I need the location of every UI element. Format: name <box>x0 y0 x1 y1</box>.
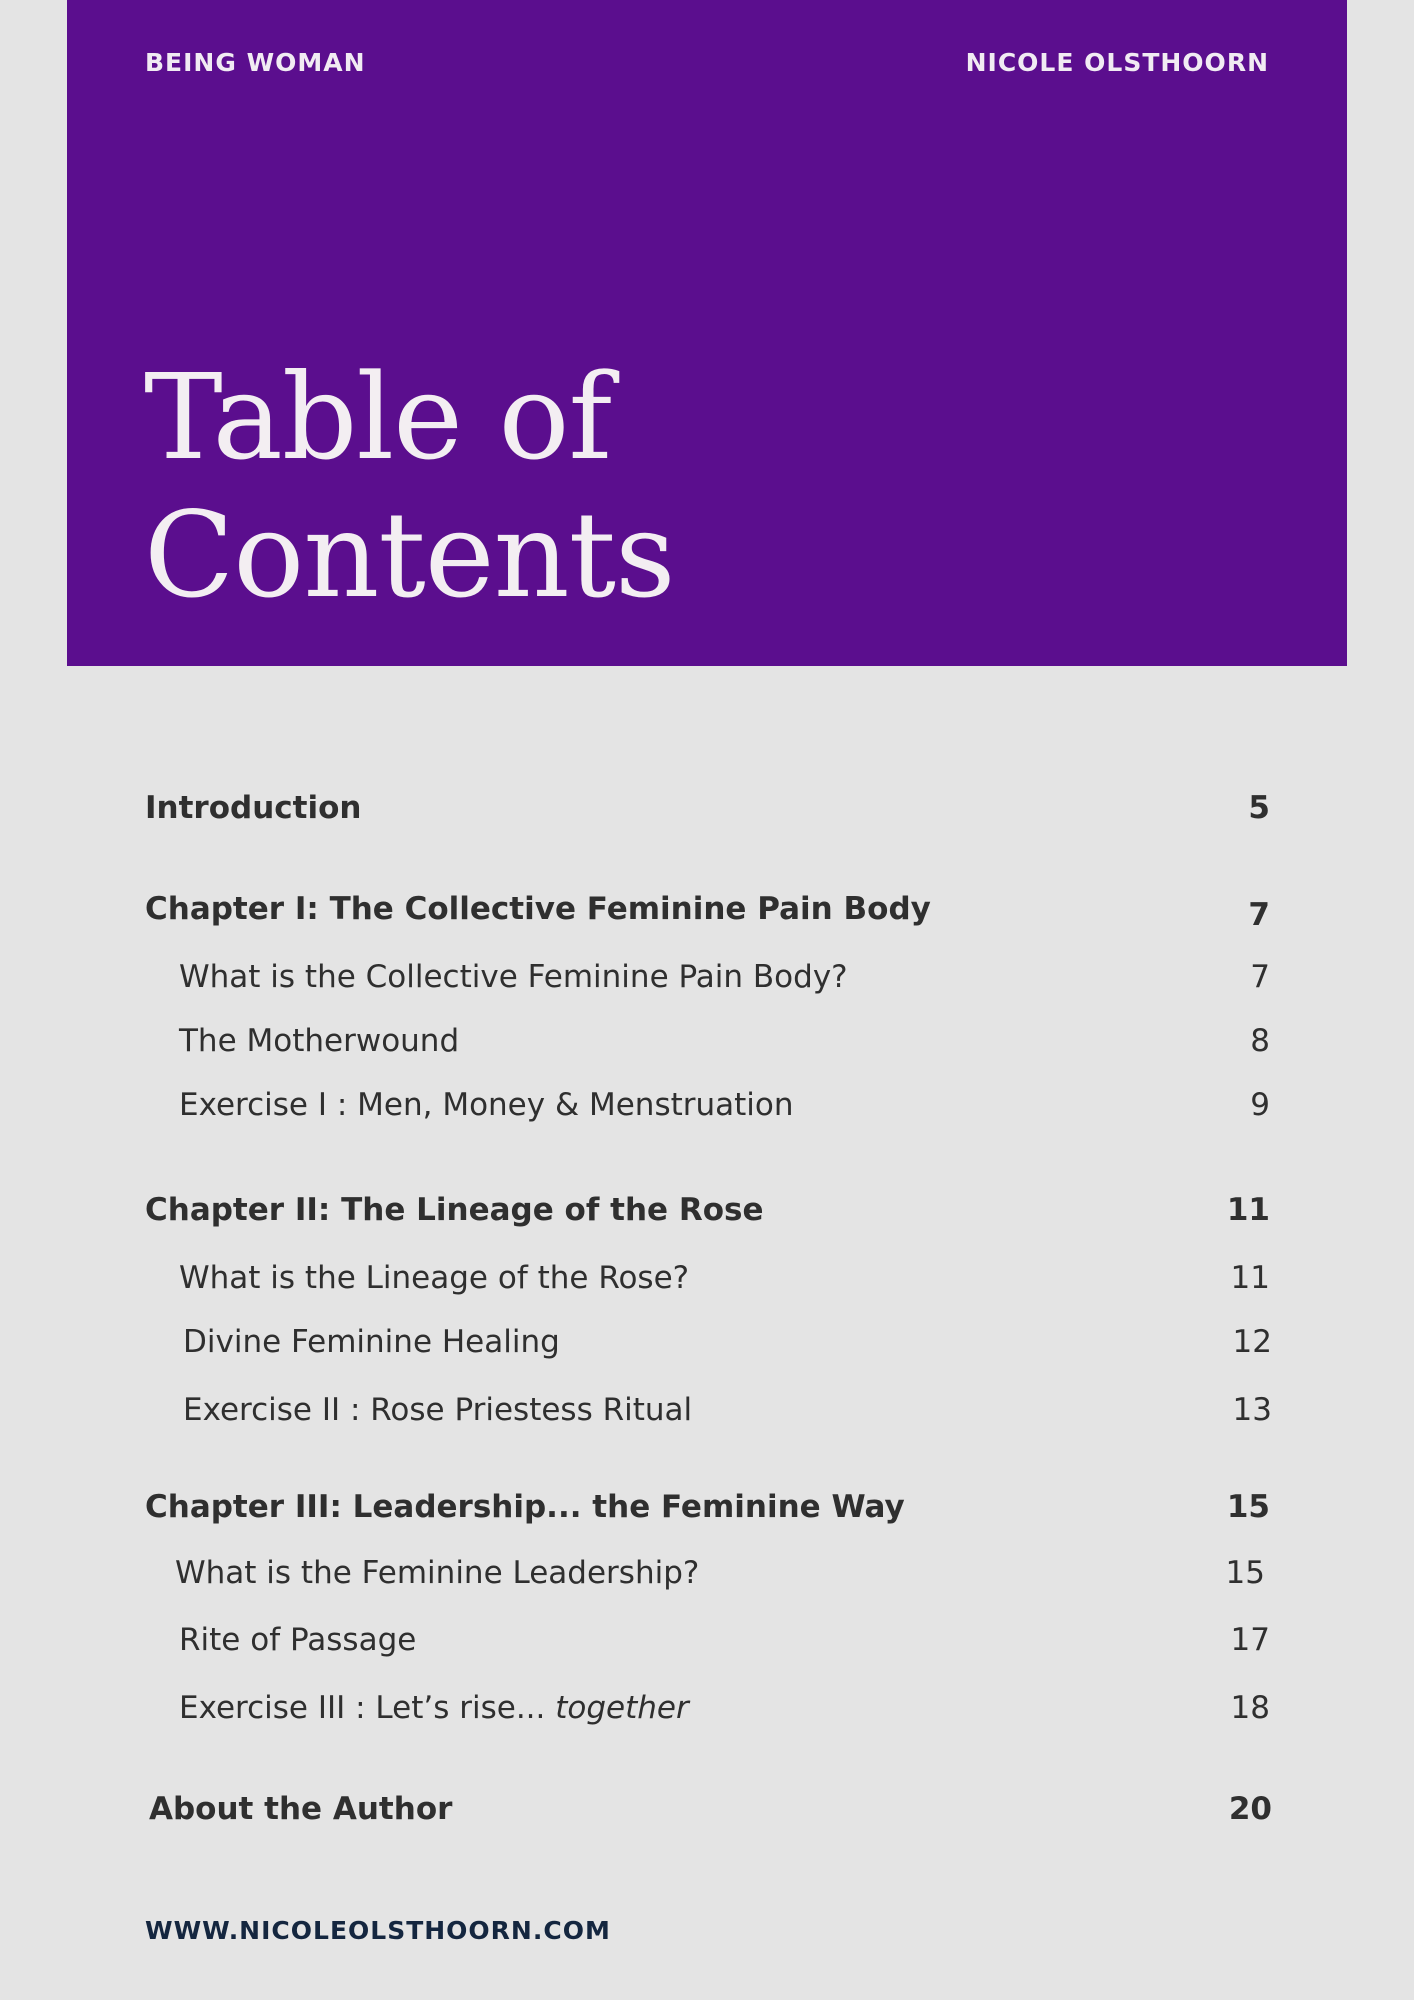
toc-entry-chapter-1-item-1[interactable] <box>179 952 1270 1002</box>
toc-label: Exercise I : Men, Money & Menstruation <box>179 1087 794 1123</box>
website-link[interactable]: WWW.NICOLEOLSTHOORN.COM <box>145 1916 611 1945</box>
toc-entry-chapter-3-item-2[interactable] <box>179 1615 1270 1665</box>
toc-entry-about-the-author[interactable] <box>149 1784 1272 1834</box>
toc-entry-chapter-3-item-1[interactable] <box>175 1548 1265 1598</box>
toc-label: Introduction <box>145 790 362 826</box>
toc-label-main: Exercise III : Let’s rise... <box>179 1690 556 1726</box>
toc-label: Divine Feminine Healing <box>183 1324 560 1360</box>
toc-page-number: 20 <box>1228 1791 1272 1827</box>
page-title-line-1: Table of <box>144 348 612 486</box>
toc-entry-chapter-1-item-3[interactable] <box>179 1080 1270 1130</box>
toc-page-number: 17 <box>1230 1622 1270 1658</box>
toc-label: Exercise II : Rose Priestess Ritual <box>183 1392 693 1428</box>
toc-page-number: 15 <box>1226 1489 1270 1525</box>
toc-page-number: 11 <box>1226 1192 1270 1228</box>
toc-label: Rite of Passage <box>179 1622 417 1658</box>
page-title-line-2: Contents <box>144 486 675 624</box>
header-band <box>67 0 1347 666</box>
toc-label: What is the Lineage of the Rose? <box>179 1260 690 1296</box>
toc-entry-chapter-1-item-2[interactable] <box>179 1016 1270 1066</box>
page-title <box>144 348 675 624</box>
toc-page-number: 13 <box>1232 1392 1272 1428</box>
toc-page-number: 15 <box>1225 1555 1265 1591</box>
toc-entry-introduction[interactable] <box>145 783 1270 833</box>
toc-label <box>179 1690 689 1726</box>
toc-entry-chapter-2[interactable] <box>145 1185 1270 1235</box>
toc-page-number: 8 <box>1250 1023 1270 1059</box>
toc-entry-chapter-2-item-1[interactable] <box>179 1253 1270 1303</box>
toc-label: About the Author <box>149 1791 453 1827</box>
toc-page-number: 12 <box>1232 1324 1272 1360</box>
toc-label-italic: together <box>555 1690 689 1726</box>
toc-page-number: 9 <box>1250 1087 1270 1123</box>
toc-page-number: 11 <box>1230 1260 1270 1296</box>
toc-label: Chapter III: Leadership... the Feminine Way <box>145 1489 905 1525</box>
toc-page-number: 18 <box>1230 1690 1270 1726</box>
toc-entry-chapter-3-item-3[interactable] <box>179 1683 1270 1733</box>
toc-entry-chapter-2-item-2[interactable] <box>183 1317 1272 1367</box>
toc-label: What is the Feminine Leadership? <box>175 1555 700 1591</box>
toc-page-number: 7 <box>1248 897 1270 933</box>
toc-label: What is the Collective Feminine Pain Body? <box>179 959 848 995</box>
toc-entry-chapter-3[interactable] <box>145 1482 1270 1532</box>
author-name: NICOLE OLSTHOORN <box>965 48 1269 77</box>
toc-label: Chapter II: The Lineage of the Rose <box>145 1192 764 1228</box>
toc-label: Chapter I: The Collective Feminine Pain Body <box>145 891 931 927</box>
toc-entry-chapter-2-item-3[interactable] <box>183 1385 1272 1435</box>
toc-page-number: 5 <box>1248 790 1270 826</box>
toc-page-number: 7 <box>1250 959 1270 995</box>
toc-entry-chapter-1[interactable] <box>145 884 1270 934</box>
book-title: BEING WOMAN <box>145 48 366 77</box>
toc-label: The Motherwound <box>179 1023 460 1059</box>
